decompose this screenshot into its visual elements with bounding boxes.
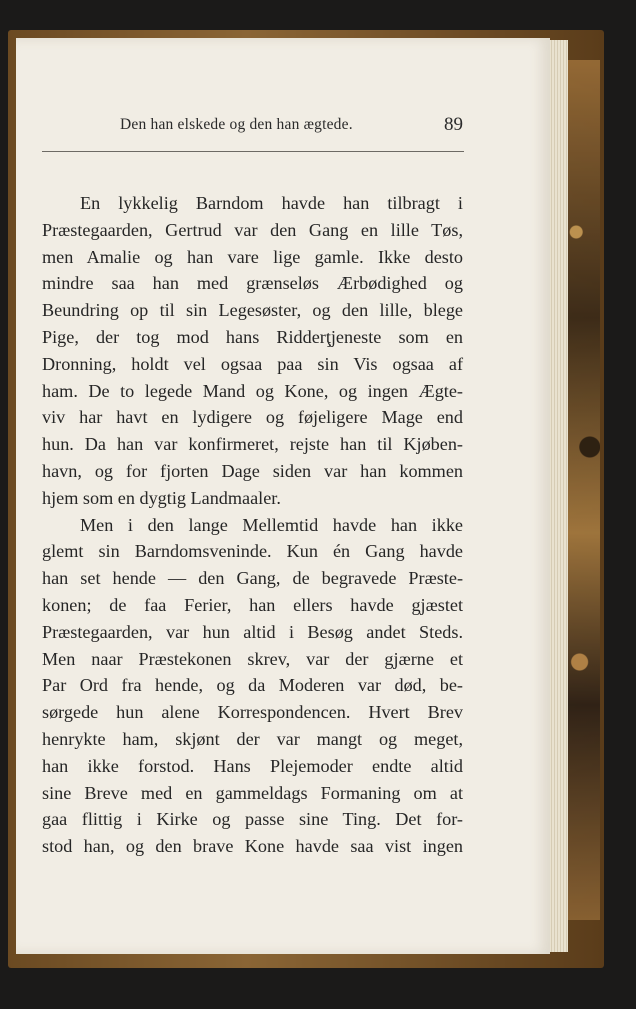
text-line: viv har havt en lydigere og føjeligere Mage end <box>42 407 463 428</box>
running-head: Den han elskede og den han ægtede. <box>120 116 353 133</box>
text-line: sine Breve med en gammeldags Formaning om at <box>42 782 463 803</box>
text-line: henrykte ham, skjønt der var mangt og meget, <box>42 728 463 749</box>
text-line: sørgede hun alene Korrespondencen. Hvert Brev <box>42 702 463 723</box>
text-line: glemt sin Barndomsveninde. Kun én Gang havde <box>42 541 463 562</box>
text-line: En lykkelig Barndom havde han tilbragt i <box>80 193 463 213</box>
text-line: men Amalie og han vare lige gamle. Ikke desto <box>42 246 463 267</box>
text-line: konen; de faa Ferier, han ellers havde gjæstet <box>42 594 463 615</box>
page-header <box>16 116 550 138</box>
page-number: 89 <box>444 114 463 135</box>
marbled-cover-edge <box>566 60 600 920</box>
text-line: gaa flittig i Kirke og passe sine Ting. Det for- <box>42 809 463 830</box>
text-line: Dronning, holdt vel ogsaa paa sin Vis ogsaa af <box>42 353 463 374</box>
text-line: Men i den lange Mellemtid havde han ikke <box>80 514 463 535</box>
body-text <box>42 190 463 860</box>
text-line: ham. De to legede Mand og Kone, og ingen Ægte- <box>42 380 463 401</box>
text-line: Men naar Præstekonen skrev, var der gjærne et <box>42 648 463 669</box>
text-line: stod han, og den brave Kone havde saa vist ingen <box>42 836 463 857</box>
text-line: Præstegaarden, Gertrud var den Gang en lille Tøs, <box>42 219 463 240</box>
text-line: han ikke forstod. Hans Plejemoder endte altid <box>42 755 463 776</box>
text-line: Præstegaarden, var hun altid i Besøg andet Steds. <box>42 621 463 642</box>
text-line: hjem som en dygtig Landmaaler. <box>42 487 281 508</box>
text-line: havn, og for fjorten Dage siden var han kommen <box>42 460 463 481</box>
text-line: hun. Da han var konfirmeret, rejste han til Kjøben- <box>42 434 463 455</box>
header-rule <box>42 151 464 152</box>
text-line: Beundring op til sin Legesøster, og den lille, blege <box>42 300 463 321</box>
text-line: Par Ord fra hende, og da Moderen var død, be- <box>42 675 463 696</box>
text-line: mindre saa han med grænseløs Ærbødighed og <box>42 273 463 294</box>
book-page <box>16 38 550 954</box>
text-line: Pige, der tog mod hans Ridderţjeneste som en <box>42 326 463 347</box>
text-line: han set hende — den Gang, de begravede Præste- <box>42 568 463 589</box>
